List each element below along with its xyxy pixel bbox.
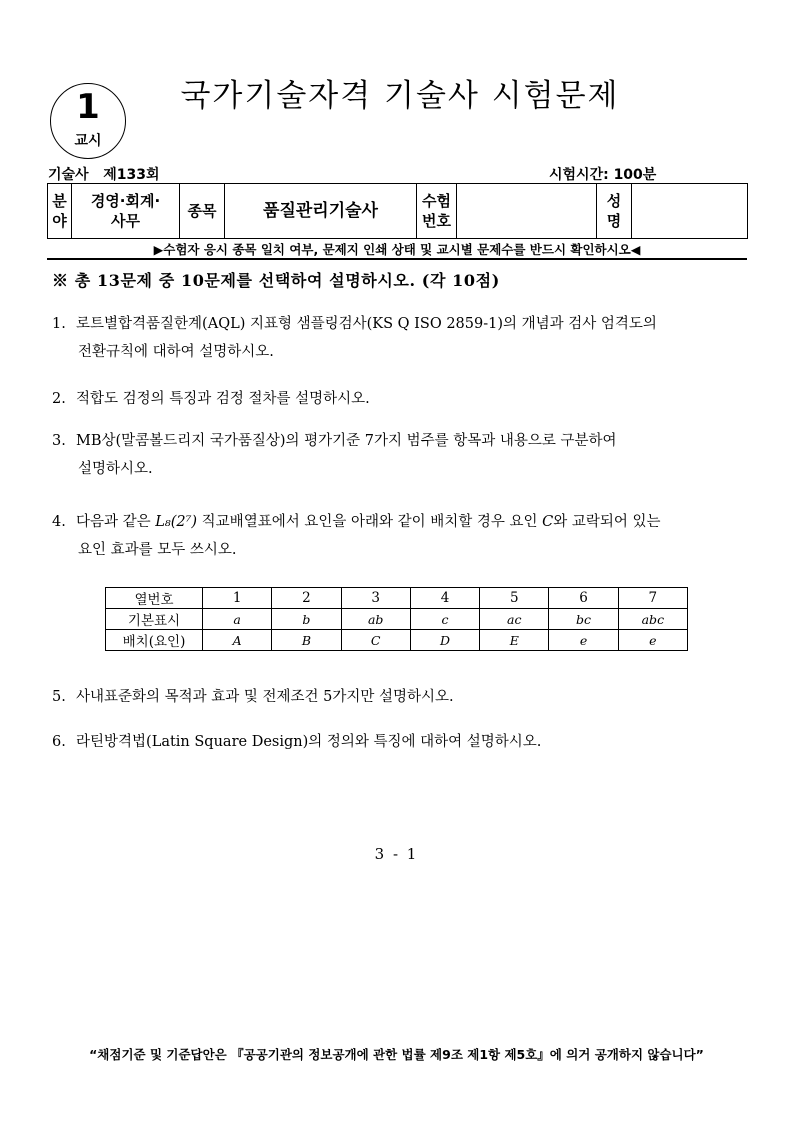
question-text-post: 와 교락되어 있는 xyxy=(553,514,661,530)
field-value: 경영·회계· 사무 xyxy=(72,184,180,239)
table-cell: C xyxy=(341,630,410,651)
footer-notice: “채점기준 및 기준답안은 『공공기관의 정보공개에 관한 법률 제9조 제1항 제5호』에 의거 공개하지 않습니다” xyxy=(89,1047,704,1062)
question-text: 적합도 검정의 특징과 검정 절차를 설명하시오. xyxy=(76,391,370,407)
table-cell: ac xyxy=(480,609,549,630)
table-row xyxy=(106,630,688,651)
question-5 xyxy=(52,683,752,711)
question-number: 3. xyxy=(52,433,66,449)
table-cell: bc xyxy=(549,609,618,630)
table-cell: 1 xyxy=(203,588,272,609)
table-cell: c xyxy=(410,609,479,630)
table-cell: ab xyxy=(341,609,410,630)
factor-assignment-table xyxy=(105,587,688,651)
question-1 xyxy=(52,310,752,366)
table-cell: 6 xyxy=(549,588,618,609)
orthogonal-array-notation: L₈(2⁷) xyxy=(155,514,198,530)
question-2 xyxy=(52,385,752,413)
row-header: 배치(요인) xyxy=(106,630,203,651)
page-title: 국가기술자격 기술사 시험문제 xyxy=(180,78,620,114)
question-text: 로트별합격품질한계(AQL) 지표형 샘플링검사(KS Q ISO 2859-1)의 개념과 검사 엄격도의 xyxy=(76,316,657,332)
question-number: 2. xyxy=(52,391,66,407)
exam-number-label: 수험 번호 xyxy=(417,184,457,239)
table-cell: e xyxy=(549,630,618,651)
row-header: 기본표시 xyxy=(106,609,203,630)
question-number: 6. xyxy=(52,734,66,750)
table-cell: B xyxy=(272,630,341,651)
table-cell: E xyxy=(480,630,549,651)
field-label: 분 야 xyxy=(48,184,72,239)
exam-time: 시험시간: 100분 xyxy=(549,167,657,183)
question-text: 라틴방격법(Latin Square Design)의 정의와 특징에 대하여 설명하시오. xyxy=(76,734,542,750)
question-3 xyxy=(52,427,752,483)
question-text-cont: 전환규칙에 대하여 설명하시오. xyxy=(78,344,274,360)
table-cell: A xyxy=(203,630,272,651)
period-label: 교시 xyxy=(74,133,102,149)
question-text: MB상(말콤볼드리지 국가품질상)의 평가기준 7가지 범주를 항목과 내용으로 구분하여 xyxy=(76,433,617,449)
question-text-cont: 설명하시오. xyxy=(78,461,153,477)
table-cell: b xyxy=(272,609,341,630)
table-cell: 3 xyxy=(341,588,410,609)
table-cell: D xyxy=(410,630,479,651)
exam-round: 기술사 제133회 xyxy=(48,167,160,183)
table-cell: e xyxy=(618,630,687,651)
question-number: 4. xyxy=(52,514,66,530)
category-label: 종목 xyxy=(180,184,225,239)
table-cell: 4 xyxy=(410,588,479,609)
table-cell: 2 xyxy=(272,588,341,609)
name-field[interactable] xyxy=(632,184,748,239)
table-row xyxy=(106,588,688,609)
period-number: 1 xyxy=(76,87,100,127)
question-number: 1. xyxy=(52,316,66,332)
exam-info-table xyxy=(47,183,748,239)
table-cell: 5 xyxy=(480,588,549,609)
question-6 xyxy=(52,728,752,756)
table-cell: a xyxy=(203,609,272,630)
question-text: 사내표준화의 목적과 효과 및 전제조건 5가지만 설명하시오. xyxy=(76,689,454,705)
row-header: 열번호 xyxy=(106,588,203,609)
question-text-mid: 직교배열표에서 요인을 아래와 같이 배치할 경우 요인 xyxy=(197,514,543,530)
period-badge xyxy=(50,83,126,159)
table-cell: abc xyxy=(618,609,687,630)
page-number: 3 - 1 xyxy=(374,845,419,863)
table-cell: 7 xyxy=(618,588,687,609)
question-text-cont: 요인 효과를 모두 쓰시오. xyxy=(78,542,237,558)
notice-text: ▶수험자 응시 종목 일치 여부, 문제지 인쇄 상태 및 교시별 문제수를 반드시 확인하시오◀ xyxy=(153,242,641,257)
question-number: 5. xyxy=(52,689,66,705)
divider xyxy=(47,258,747,260)
exam-number-field[interactable] xyxy=(457,184,597,239)
question-4 xyxy=(52,508,752,564)
name-label: 성 명 xyxy=(597,184,632,239)
table-row xyxy=(106,609,688,630)
factor-symbol: C xyxy=(542,514,554,530)
instruction-text: ※ 총 13문제 중 10문제를 선택하여 설명하시오. (각 10점) xyxy=(52,271,500,290)
question-text-pre: 다음과 같은 xyxy=(76,514,156,530)
category-value: 품질관리기술사 xyxy=(225,184,417,239)
